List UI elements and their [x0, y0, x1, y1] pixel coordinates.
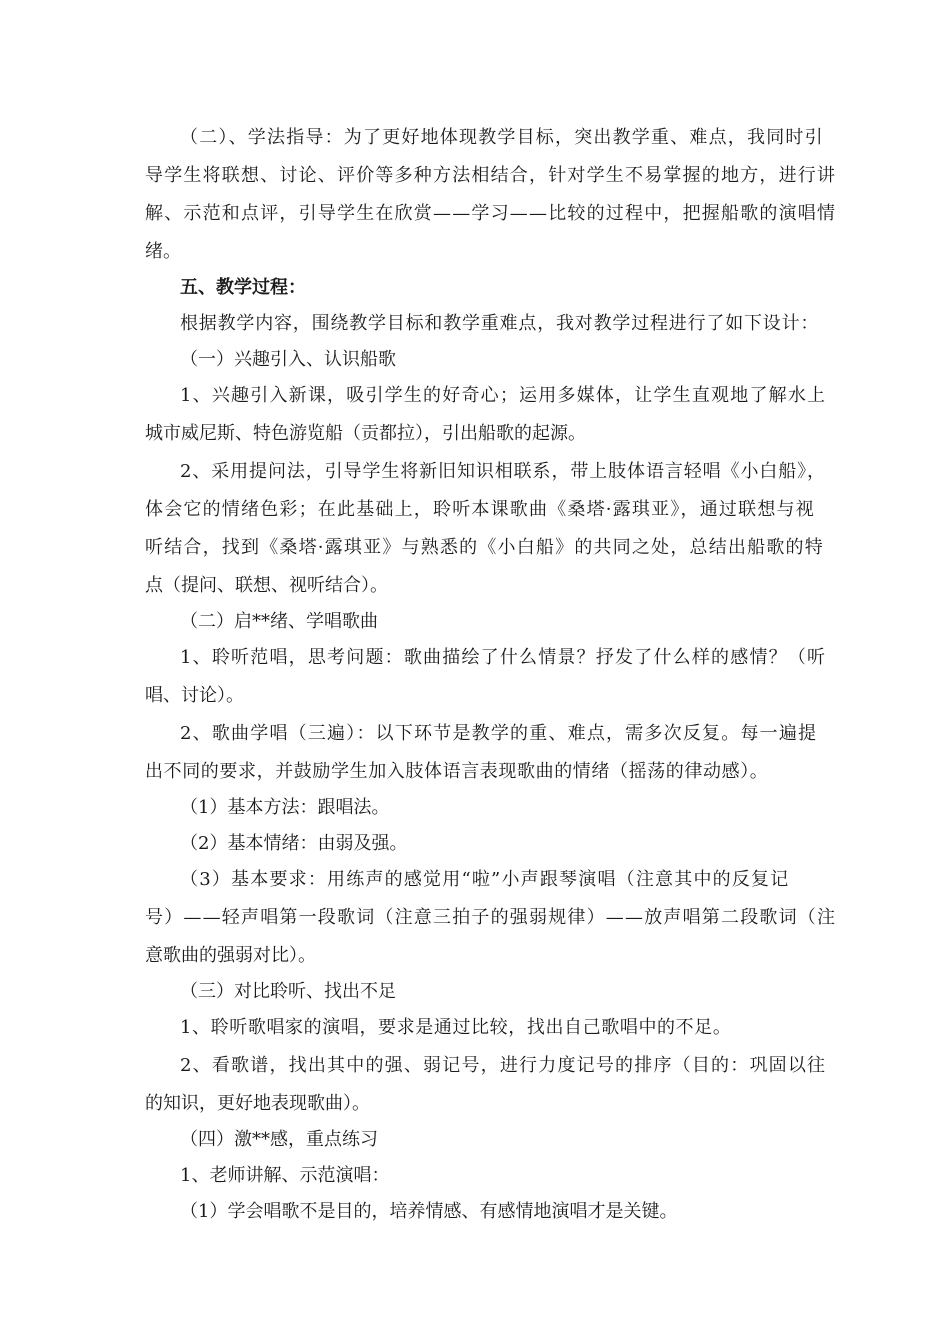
- subsection-heading: （四）激**感，重点练习: [180, 1129, 378, 1150]
- paragraph-line: 2、看歌谱，找出其中的强、弱记号，进行力度记号的排序（目的：巩固以往: [180, 1055, 827, 1076]
- paragraph-line: 点（提问、联想、视听结合）。: [145, 575, 388, 596]
- paragraph-line: 出不同的要求，并鼓励学生加入肢体语言表现歌曲的情绪（摇荡的律动感）。: [145, 761, 769, 782]
- paragraph-line: （2）基本情绪：由弱及强。: [180, 833, 408, 854]
- subsection-heading: （三）对比聆听、找出不足: [180, 981, 396, 1002]
- paragraph-line: 1、老师讲解、示范演唱：: [180, 1165, 390, 1186]
- paragraph-line: 1、兴趣引入新课，吸引学生的好奇心；运用多媒体，让学生直观地了解水上: [180, 385, 827, 406]
- paragraph-line: （二）、学法指导：为了更好地体现教学目标，突出教学重、难点，我同时引: [180, 127, 824, 148]
- paragraph-line: 听结合，找到《桑塔·露琪亚》与熟悉的《小白船》的共同之处，总结出船歌的特: [145, 537, 824, 558]
- paragraph-line: （1）基本方法：跟唱法。: [180, 797, 390, 818]
- paragraph-line: 体会它的情绪色彩；在此基础上，聆听本课歌曲《桑塔·露琪亚》，通过联想与视: [145, 499, 815, 520]
- paragraph-line: 1、聆听歌唱家的演唱，要求是通过比较，找出自己歌唱中的不足。: [180, 1017, 732, 1038]
- subsection-heading: （一）兴趣引入、认识船歌: [180, 349, 396, 370]
- paragraph-line: 意歌曲的强弱对比）。: [145, 945, 316, 966]
- paragraph-line: 唱、讨论）。: [145, 685, 244, 706]
- paragraph-line: （1）学会唱歌不是目的，培养情感、有感情地演唱才是关键。: [180, 1201, 678, 1222]
- subsection-heading: （二）启**绪、学唱歌曲: [180, 611, 378, 632]
- section-heading: 五、教学过程：: [180, 277, 306, 298]
- paragraph-line: 的知识，更好地表现歌曲）。: [145, 1093, 370, 1114]
- paragraph-line: 2、歌曲学唱（三遍）：以下环节是教学的重、难点，需多次反复。每一遍提: [180, 723, 818, 744]
- paragraph-line: （3）基本要求：用练声的感觉用“啦”小声跟琴演唱（注意其中的反复记: [180, 869, 790, 890]
- paragraph-line: 城市威尼斯、特色游览船（贡都拉），引出船歌的起源。: [145, 423, 586, 444]
- paragraph-line: 绪。: [145, 241, 181, 262]
- paragraph-line: 根据教学内容，围绕教学目标和教学重难点，我对教学过程进行了如下设计：: [180, 313, 820, 334]
- paragraph-line: 导学生将联想、讨论、评价等多种方法相结合，针对学生不易掌握的地方，进行讲: [145, 165, 837, 186]
- paragraph-line: 解、示范和点评，引导学生在欣赏——学习——比较的过程中，把握船歌的演唱情: [145, 203, 837, 224]
- paragraph-line: 号）——轻声唱第一段歌词（注意三拍子的强弱规律）——放声唱第二段歌词（注: [145, 907, 837, 928]
- paragraph-line: 2、采用提问法，引导学生将新旧知识相联系，带上肢体语言轻唱《小白船》，: [180, 461, 826, 482]
- paragraph-line: 1、聆听范唱，思考问题：歌曲描绘了什么情景？抒发了什么样的感情？（听: [180, 647, 827, 668]
